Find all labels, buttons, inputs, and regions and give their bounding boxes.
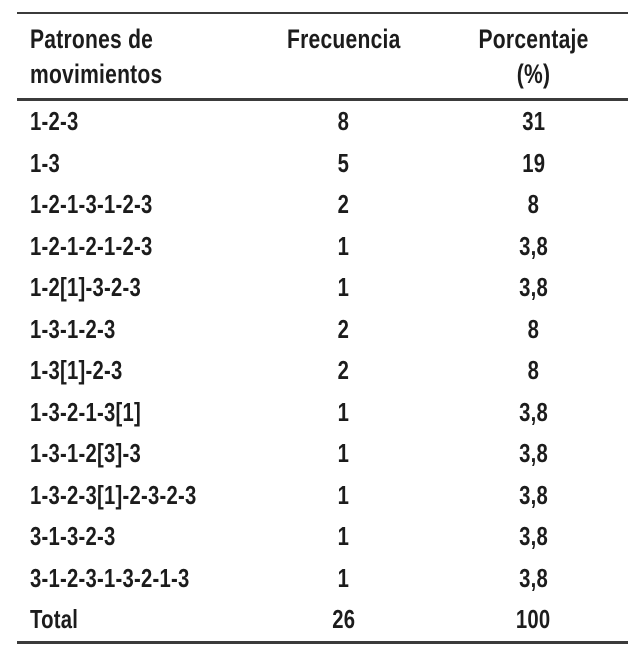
frequency-cell: 8	[338, 106, 350, 137]
table-footer	[17, 599, 628, 642]
frequency-cell: 1	[338, 562, 350, 593]
pattern-cell: 1-3-2-1-3[1]	[30, 396, 142, 427]
total-label: Total	[30, 604, 79, 635]
frequency-cell: 1	[338, 479, 350, 510]
table-row	[17, 226, 628, 268]
table-header	[17, 13, 628, 100]
pattern-cell: 1-3-1-2-3	[30, 313, 116, 344]
column-header-percentage	[439, 13, 628, 100]
percentage-cell: 3,8	[518, 230, 548, 261]
column-header-frequency-label: Frecuencia	[287, 24, 401, 54]
percentage-cell: 8	[527, 355, 540, 386]
pattern-cell: 3-1-3-2-3	[30, 521, 116, 552]
table-row	[17, 433, 628, 475]
column-header-percentage-line1: Porcentaje	[478, 24, 589, 54]
percentage-cell: 3,8	[518, 272, 548, 303]
pattern-cell: 1-3-1-2[3]-3	[30, 438, 142, 469]
header-row	[17, 13, 628, 100]
table-row	[17, 392, 628, 434]
table-row	[17, 267, 628, 309]
table-row	[17, 309, 628, 351]
total-row	[17, 599, 628, 642]
percentage-cell: 3,8	[518, 396, 548, 427]
column-header-percentage-unit: (%)	[516, 59, 551, 89]
frequency-cell: 5	[338, 147, 350, 178]
frequency-cell: 2	[338, 189, 350, 220]
table-body	[17, 100, 628, 600]
column-header-patterns	[17, 13, 249, 100]
pattern-cell: 1-2[1]-3-2-3	[30, 272, 142, 303]
percentage-cell: 3,8	[518, 562, 548, 593]
column-header-frequency	[249, 13, 438, 100]
column-header-patterns-line2: movimientos	[30, 59, 163, 89]
pattern-cell: 1-3-2-3[1]-2-3-2-3	[30, 479, 197, 510]
column-header-patterns-line1: Patrones de	[30, 24, 154, 54]
table-row	[17, 100, 628, 143]
pattern-cell: 1-3	[30, 147, 61, 178]
frequency-cell: 2	[338, 355, 350, 386]
percentage-cell: 8	[527, 189, 540, 220]
percentage-cell: 3,8	[518, 438, 548, 469]
frequency-cell: 1	[338, 521, 350, 552]
table-row	[17, 475, 628, 517]
frequency-table	[17, 12, 628, 644]
percentage-cell: 19	[521, 147, 545, 178]
table-row	[17, 143, 628, 185]
percentage-cell: 3,8	[518, 521, 548, 552]
table-row	[17, 516, 628, 558]
frequency-cell: 1	[338, 438, 350, 469]
total-frequency: 26	[332, 604, 356, 635]
pattern-cell: 1-3[1]-2-3	[30, 355, 123, 386]
pattern-cell: 3-1-2-3-1-3-2-1-3	[30, 562, 190, 593]
frequency-cell: 1	[338, 396, 350, 427]
frequency-cell: 1	[338, 230, 350, 261]
total-percentage: 100	[516, 604, 551, 635]
table-row	[17, 184, 628, 226]
pattern-cell: 1-2-1-2-1-2-3	[30, 230, 153, 261]
pattern-cell: 1-2-1-3-1-2-3	[30, 189, 153, 220]
percentage-cell: 8	[527, 313, 540, 344]
percentage-cell: 31	[521, 106, 545, 137]
percentage-cell: 3,8	[518, 479, 548, 510]
frequency-cell: 2	[338, 313, 350, 344]
frequency-cell: 1	[338, 272, 350, 303]
pattern-cell: 1-2-3	[30, 106, 79, 137]
table-row	[17, 350, 628, 392]
table-row	[17, 558, 628, 600]
